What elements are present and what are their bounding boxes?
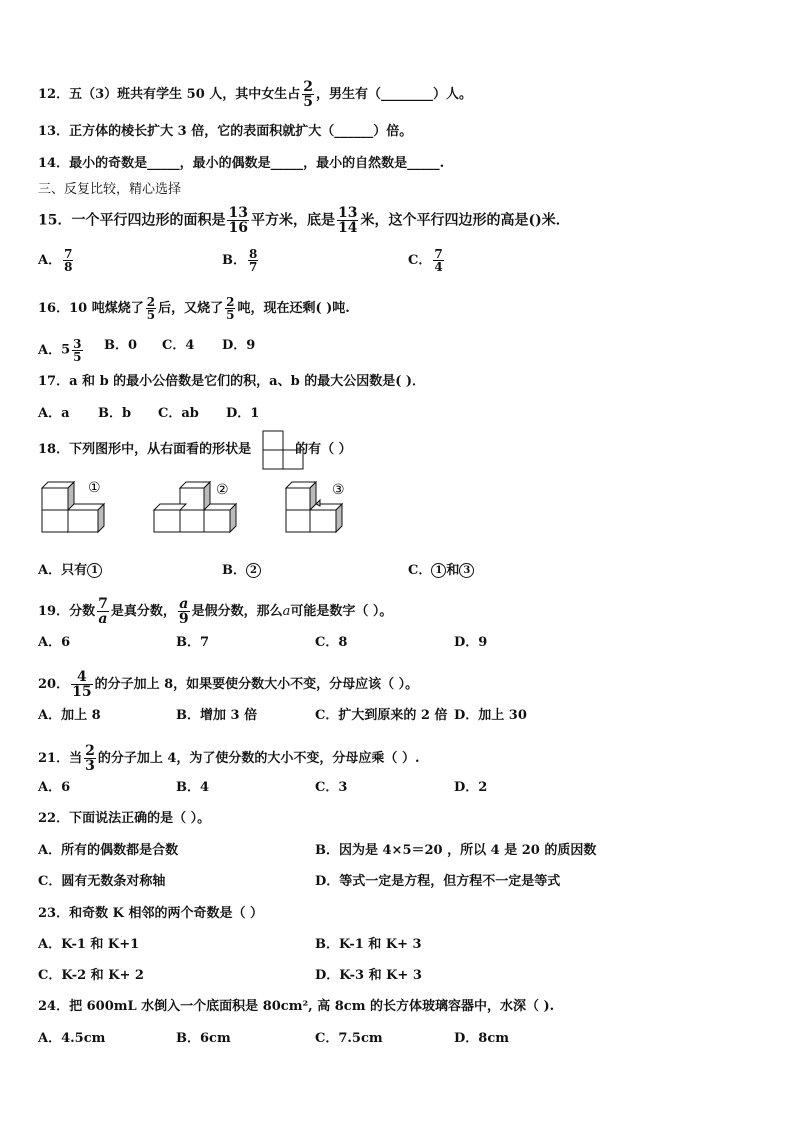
question-24: 24．把 600mL 水倒入一个底面积是 80cm², 高 8cm 的长方体玻璃容器中，水深（ ). xyxy=(38,999,555,1014)
q24-option-d: D．8cm xyxy=(454,1031,509,1046)
q20-option-a: A．加上 8 xyxy=(38,708,101,723)
q19-option-d: D．9 xyxy=(454,635,488,650)
q17-option-d: D．1 xyxy=(226,406,260,421)
q15-option-a: A． $\frac{7}{8}$ xyxy=(38,247,73,274)
question-14: 14．最小的奇数是_____，最小的偶数是_____，最小的自然数是_____. xyxy=(38,156,445,171)
q21-option-b: B．4 xyxy=(176,780,210,795)
q22-option-b: B．因为是 4×5＝20 ，所以 4 是 20 的质因数 xyxy=(315,843,597,858)
q12-fraction: $\frac{2}{5}$ xyxy=(303,79,314,110)
figure-1-cubes xyxy=(38,478,138,540)
q17-option-c: C．ab xyxy=(158,406,199,421)
q20-option-b: B．增加 3 倍 xyxy=(176,708,258,723)
q21-option-c: C．3 xyxy=(315,780,348,795)
figure-2-cubes xyxy=(150,478,260,540)
question-20: 20． $\frac{4}{15}$ 的分子加上 8，如果要使分数大小不变，分母应该（ ）。 xyxy=(38,669,419,700)
q18-option-b: B． 2 xyxy=(222,563,261,579)
q19-option-b: B．7 xyxy=(176,635,210,650)
q13-blank: ______ xyxy=(334,124,374,139)
q24-option-b: B．6cm xyxy=(176,1031,231,1046)
q22-option-d: D．等式一定是方程，但方程不一定是等式 xyxy=(315,874,561,889)
question-21: 21．当 $\frac{2}{3}$ 的分子加上 4，为了使分数的大小不变，分母应乘（ ）. xyxy=(38,743,420,774)
circled-3: 3 xyxy=(459,563,474,578)
q12-blank: ________ xyxy=(381,87,434,102)
q16-option-c: C．4 xyxy=(162,338,195,353)
q16-option-a: A．5 $\frac{3}{5}$ xyxy=(38,337,82,364)
figure-3-label: ③ xyxy=(332,482,345,498)
q15-option-c: C． $\frac{7}{4}$ xyxy=(408,247,443,274)
q22-option-c: C．圆有无数条对称轴 xyxy=(38,874,166,889)
section-3-heading: 三、反复比较，精心选择 xyxy=(38,182,182,197)
q22-option-a: A．所有的偶数都是合数 xyxy=(38,843,179,858)
figure-1-label: ① xyxy=(88,480,101,496)
q17-option-b: B．b xyxy=(98,406,132,421)
circled-1b: 1 xyxy=(431,563,446,578)
question-16: 16．10 吨煤烧了 $\frac{2}{5}$ 后，又烧了 $\frac{2}{5}$ 吨，现在还剩( )吨. xyxy=(38,295,350,322)
question-12: 12．五（3）班共有学生 50 人，其中女生占 $\frac{2}{5}$ ，男生有（________）人。 xyxy=(38,79,473,110)
q17-option-a: A．a xyxy=(38,406,70,421)
q23-option-b: B．K-1 和 K+ 3 xyxy=(315,937,422,952)
q14-blank-3: _____ xyxy=(407,156,440,171)
q24-option-c: C．7.5cm xyxy=(315,1031,383,1046)
q21-option-d: D．2 xyxy=(454,780,488,795)
q14-blank-1: _____ xyxy=(147,156,180,171)
question-15: 15．一个平行四边形的面积是 $\frac{13}{16}$ 平方米，底是 $\frac{13}{14}$ 米，这个平行四边形的高是()米． xyxy=(38,205,570,236)
circled-2: 2 xyxy=(246,563,261,578)
question-13: 13．正方体的棱长扩大 3 倍，它的表面积就扩大（______）倍。 xyxy=(38,124,413,139)
q21-option-a: A．6 xyxy=(38,780,71,795)
q23-option-d: D．K-3 和 K+ 3 xyxy=(315,968,422,983)
q15-fraction-area: $\frac{13}{16}$ xyxy=(228,205,248,236)
q20-option-d: D．加上 30 xyxy=(454,708,527,723)
q23-option-a: A．K-1 和 K+1 xyxy=(38,937,140,952)
q20-option-c: C．扩大到原来的 2 倍 xyxy=(315,708,448,723)
q15-option-b: B． $\frac{8}{7}$ xyxy=(222,247,258,274)
q16-option-d: D．9 xyxy=(222,338,256,353)
q18-option-c: C． 1 和 3 xyxy=(408,563,474,579)
q18-option-a: A．只有 1 xyxy=(38,563,102,579)
q16-option-b: B．0 xyxy=(104,338,138,353)
question-19: 19．分数 $\frac{7}{a}$ 是真分数， $\frac{a}{9}$ 是假分数，那么a可能是数字（ ）。 xyxy=(38,596,393,627)
q15-fraction-base: $\frac{13}{14}$ xyxy=(337,205,358,236)
q23-option-c: C．K-2 和 K+ 2 xyxy=(38,968,144,983)
circled-1: 1 xyxy=(87,563,102,578)
q19-option-a: A．6 xyxy=(38,635,71,650)
question-22: 22．下面说法正确的是（ ）。 xyxy=(38,811,211,826)
figure-2-label: ② xyxy=(216,482,229,498)
q12-text: 12．五（3）班共有学生 50 人，其中女生占 xyxy=(38,87,301,102)
figure-3-cubes xyxy=(280,478,380,540)
question-17: 17．a 和 b 的最小公倍数是它们的积，a、b 的最大公因数是( )． xyxy=(38,374,426,389)
question-18: 18．下列图形中，从右面看的形状是 的有（ ） xyxy=(38,442,352,457)
right-view-shape-icon xyxy=(262,430,306,470)
q19-option-c: C．8 xyxy=(315,635,348,650)
q24-option-a: A．4.5cm xyxy=(38,1031,106,1046)
question-23: 23．和奇数 K 相邻的两个奇数是（ ） xyxy=(38,906,263,921)
q14-blank-2: _____ xyxy=(270,156,304,171)
